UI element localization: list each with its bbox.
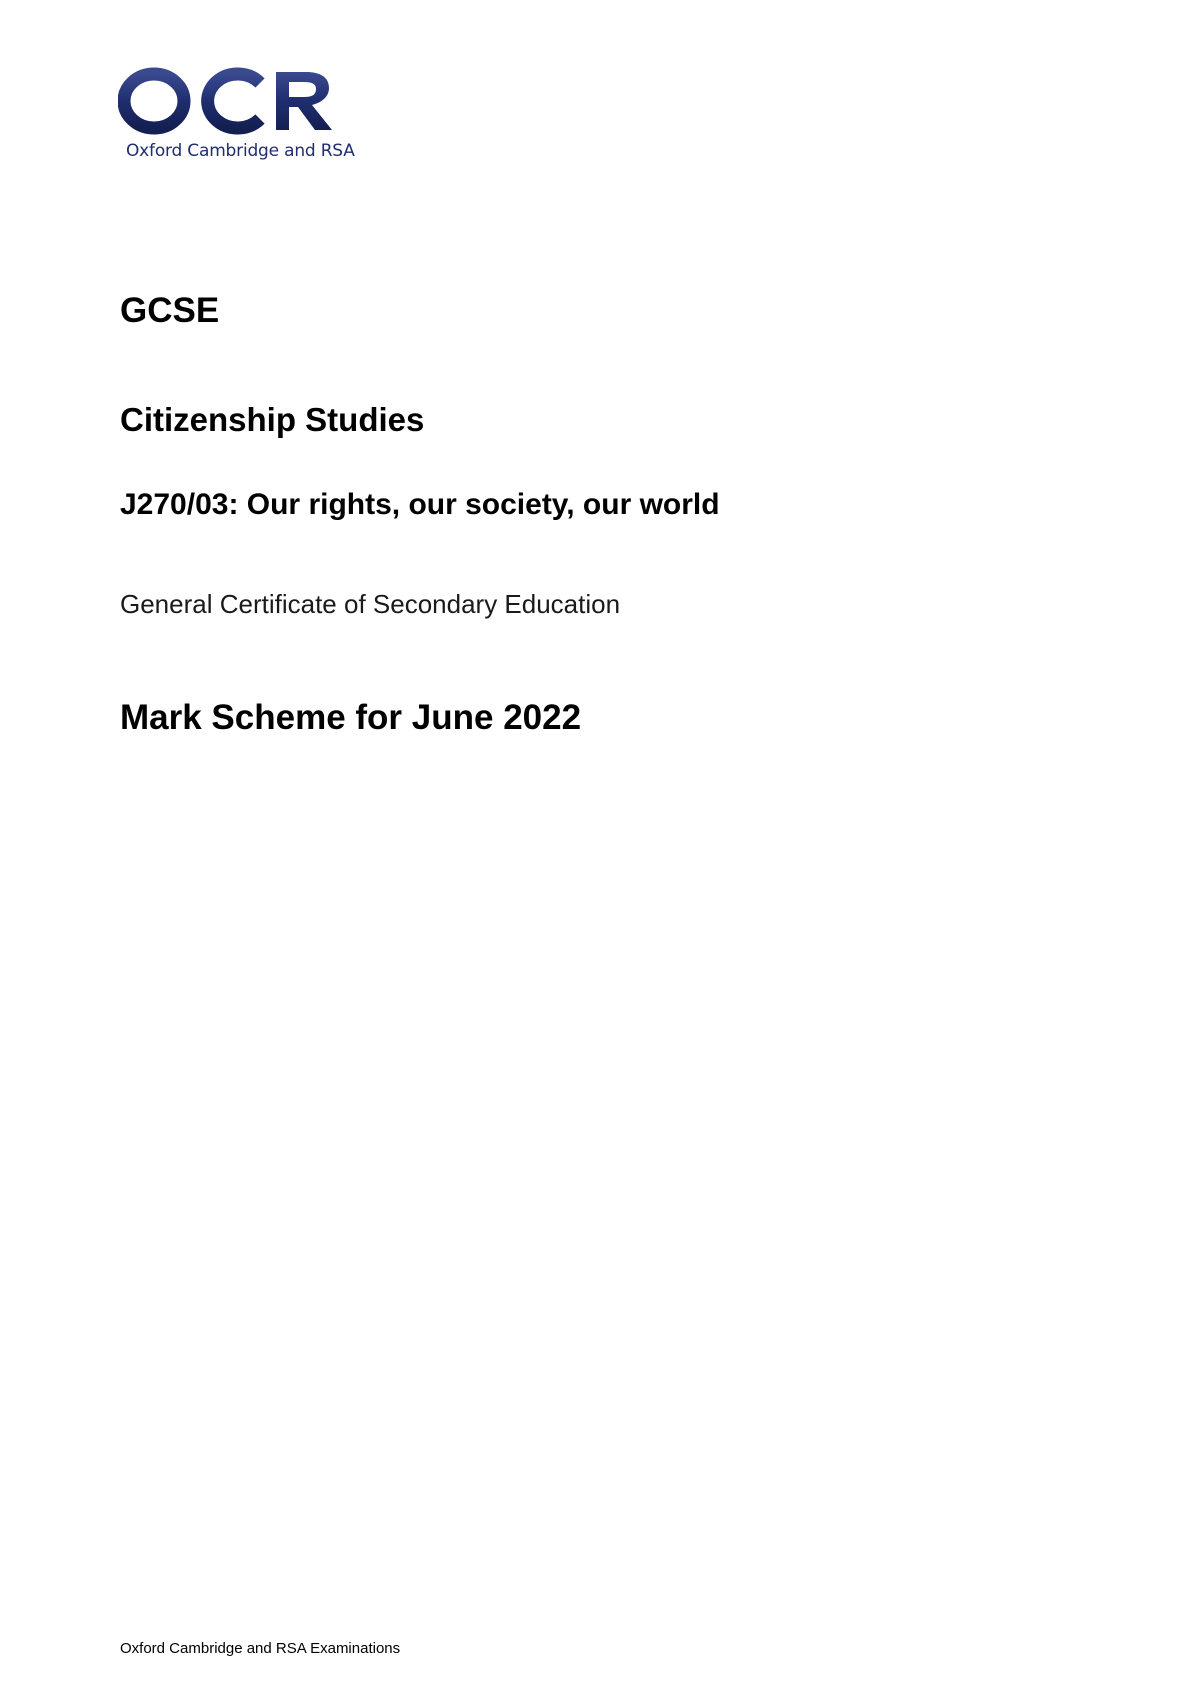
- qualification-title: GCSE: [120, 291, 220, 330]
- ocr-wordmark-logo: [118, 66, 358, 140]
- mark-scheme-title: Mark Scheme for June 2022: [120, 698, 582, 737]
- subject-title: Citizenship Studies: [120, 401, 425, 438]
- ocr-logo: [118, 66, 358, 166]
- footer-organisation: Oxford Cambridge and RSA Examinations: [120, 1640, 401, 1657]
- certificate-name: General Certificate of Secondary Education: [120, 589, 621, 619]
- unit-title: J270/03: Our rights, our society, our world: [120, 488, 720, 521]
- logo-tagline: Oxford Cambridge and RSA: [126, 141, 355, 161]
